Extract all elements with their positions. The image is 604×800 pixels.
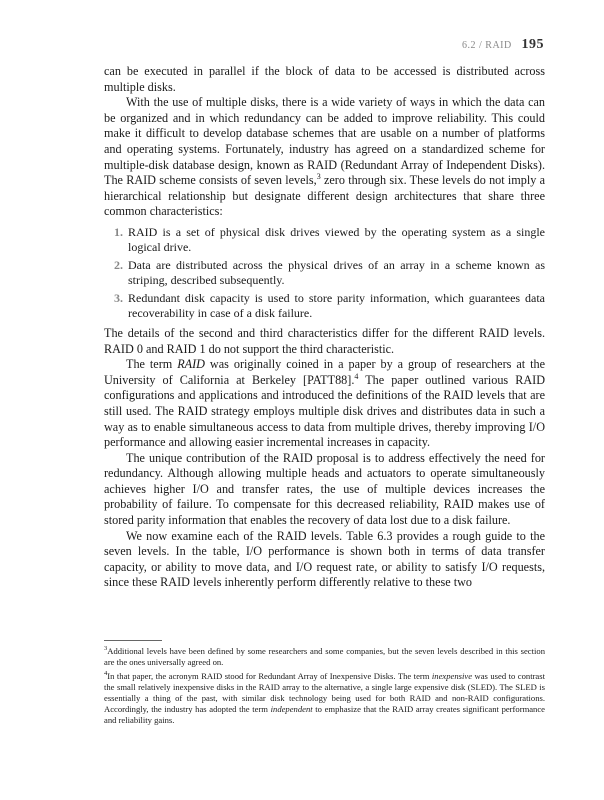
text-run: zero through six. These levels do not imply a hierarchical relationship but designate different design architectures that share three common characteristics: <box>104 173 545 219</box>
paragraph: can be executed in parallel if the block of data to be accessed is distributed across multiple disks. <box>104 64 545 94</box>
footnote-4 <box>104 671 545 726</box>
emphasis: RAID <box>177 357 205 372</box>
text-run: In that paper, the acronym RAID stood for Redundant Array of Inexpensive Disks. The term <box>107 671 432 681</box>
section-label: 6.2 / RAID <box>462 40 512 51</box>
emphasis: inexpensive <box>431 671 473 681</box>
paragraph <box>104 357 545 451</box>
paragraph <box>104 95 545 220</box>
body-text <box>104 64 545 591</box>
text-run: The paper outlined various RAID configurations and applications and introduced the definitions of the RAID levels that are still used. The RAID strategy employs multiple disk drives and distributes data in such a way as to enable simultaneous access to data from multiple drives, thereby improving I/O performance and allowing easier incremental increases in capacity. <box>104 372 545 450</box>
emphasis: independent <box>270 704 313 714</box>
footnote-ref: 3 <box>316 172 321 182</box>
list-number: 2. <box>114 257 123 272</box>
list-item <box>104 258 545 288</box>
characteristics-list <box>104 225 545 321</box>
list-number: 1. <box>114 224 123 239</box>
text-run: With the use of multiple disks, there is a wide variety of ways in which the data can be organized and in which redundancy can be added to improve reliability. This could make it difficult to develop database schemes that are usable on a number of platforms and operating systems. Fortunately, industry has agreed on a standardized scheme for multiple-disk database design, known as RAID (Redundant Array of Independent Disks). The RAID scheme consists of seven levels, <box>104 95 545 188</box>
paragraph: We now examine each of the RAID levels. Table 6.3 provides a rough guide to the seven levels. In the table, I/O performance is shown both in terms of data transfer capacity, or ability to move data, and I/O request rate, or ability to satisfy I/O requests, since these RAID levels inherently perform differently relative to these two <box>104 528 545 590</box>
footnote-rule <box>104 640 162 641</box>
text-run: was originally coined in a paper by a group of researchers at the University of California at Berkeley [PATT88]. <box>104 357 545 387</box>
footnote-3 <box>104 646 545 668</box>
footnotes <box>104 640 545 729</box>
paragraph: The details of the second and third characteristics differ for the different RAID levels. RAID 0 and RAID 1 do not support the third characteristic. <box>104 325 545 356</box>
list-number: 3. <box>114 290 123 305</box>
paragraph: The unique contribution of the RAID proposal is to address effectively the need for redundancy. Although allowing multiple heads and actuators to operate simultaneously achieves higher I/O and transfer rates, the use of multiple devices increases the probability of failure. To compensate for this decreased reliability, RAID makes use of stored parity information that enables the recovery of data lost due to a disk failure. <box>104 450 545 528</box>
running-header <box>462 36 544 53</box>
text-run: The term <box>126 357 178 372</box>
footnote-text: Additional levels have been defined by some researchers and some companies, but the seven levels described in this section are the ones universally agreed on. <box>104 646 545 667</box>
page-number: 195 <box>521 37 544 52</box>
footnote-number: 4 <box>104 670 108 678</box>
text-run: to emphasize that the RAID array creates significant performance and reliability gains. <box>104 704 545 725</box>
list-text: Redundant disk capacity is used to store parity information, which guarantees data recoverability in case of a disk failure. <box>128 290 545 320</box>
footnote-number: 3 <box>104 645 108 653</box>
text-run: was used to contrast the small relatively inexpensive disks in the RAID array to the alternative, a single large expensive disk (SLED). The SLED is essentially a thing of the past, with similar disk technology being used for both RAID and non-RAID configurations. Accordingly, the industry has adopted the term <box>104 671 545 714</box>
footnote-ref: 4 <box>354 371 359 381</box>
list-item <box>104 225 545 255</box>
list-item <box>104 291 545 321</box>
list-text: RAID is a set of physical disk drives viewed by the operating system as a single logical drive. <box>128 224 545 254</box>
list-text: Data are distributed across the physical drives of an array in a scheme known as striping, described subsequently. <box>128 257 545 287</box>
